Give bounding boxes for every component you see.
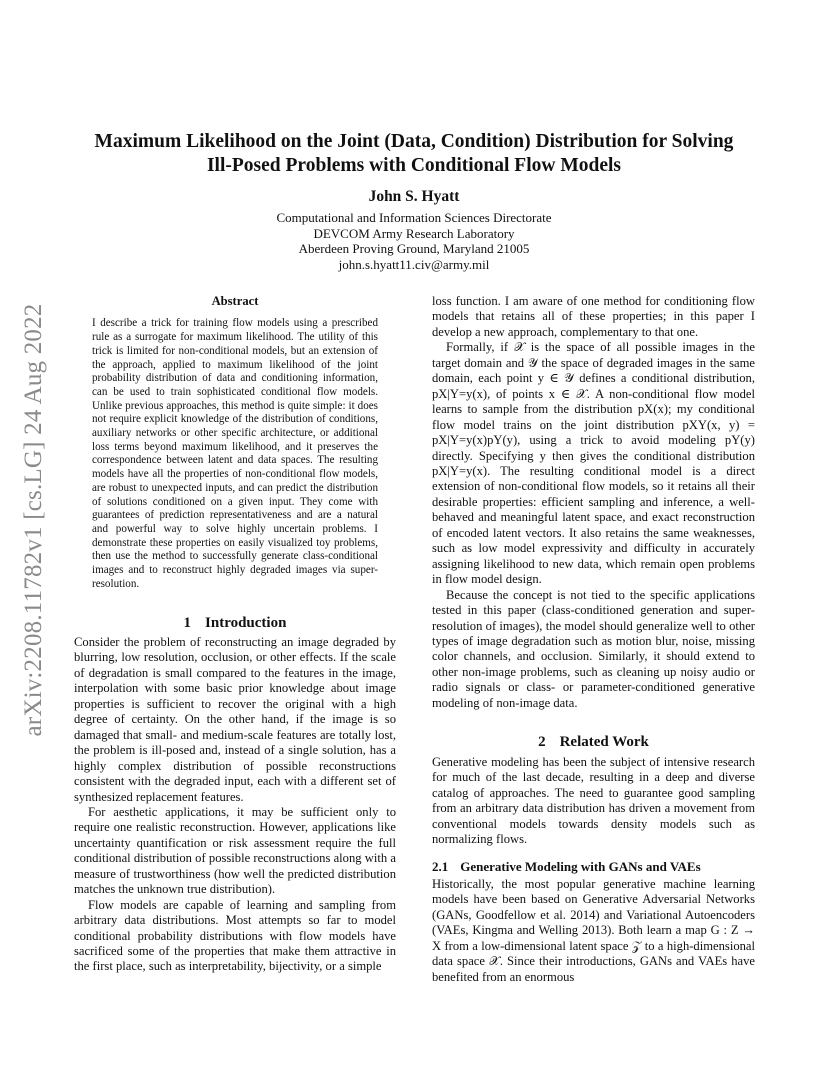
intro-paragraph-5: Because the concept is not tied to the specific applications tested in this paper (class-conditioned generation and super-resolution of images), the model should generalize well to other types of image degradation such as motion blur, noise, missing color channels, and occlusion. Similarly, it should extend to other non-image problems, such as cleaning up noisy audio or radio signals or class- or parameter-conditioned generative modeling of non-image data. [432,587,755,710]
affiliation-block [80,210,748,272]
left-column [74,294,396,975]
intro-paragraph-2: For aesthetic applications, it may be sufficient only to require one realistic reconstruction. However, applications like uncertainty quantification or risk assessment require the full conditional distribution of possible reconstructions along with a measure of trustworthiness (how well the predicted distribution matches the unknown true distribution). [74,804,396,897]
abstract-text: I describe a trick for training flow models using a prescribed rule as a surrogate for maximum likelihood. The utility of this trick is limited for non-conditional models, but an extension of the approach, applied to maximum likelihood of the joint probability distribution of data and conditioning information, can be used to train sophisticated conditional flow models. Unlike previous approaches, this method is quite simple: it does not require explicit knowledge of the distribution of conditions, auxiliary networks or other specific architecture, or additional loss terms beyond maximum likelihood, and it preserves the correspondence between latent and data spaces. The resulting models have all the properties of non-conditional flow models, are robust to unexpected inputs, and can predict the distribution of solutions conditioned on a given input. They come with guarantees of prediction representativeness and are a natural and powerful way to solve highly uncertain problems. I demonstrate these properties on easily visualized toy problems, then use the method to successfully generate class-conditional images and to reconstruct highly degraded images via super-resolution. [92,317,378,590]
right-column [432,294,755,985]
section-number: 1 [183,614,192,631]
subsection-title: Generative Modeling with GANs and VAEs [460,859,701,875]
gans-vaes-paragraph-1: Historically, the most popular generative machine learning models have been based on Generative Adversarial Networks (GANs, Goodfellow et al. 2014) and Variational Autoencoders (VAEs, Kingma and Welling 2013). Both learn a map G : Z → X from a low-dimensional latent space 𝒵 to a high-dimensional data space 𝒳. Since their introductions, GANs and VAEs have benefited from an enormous [432,876,755,984]
section-heading-introduction [74,616,396,631]
affiliation-lab: DEVCOM Army Research Laboratory [313,225,515,241]
arxiv-identifier-text: arXiv:2208.11782v1 [cs.LG] 24 Aug 2022 [20,303,47,737]
title-line-1: Maximum Likelihood on the Joint (Data, Condition) Distribution for Solving [94,131,734,152]
section-number: 2 [538,734,546,751]
title-line-2: Ill-Posed Problems with Conditional Flow Models [206,155,622,176]
affiliation-directorate: Computational and Information Sciences Directorate [276,210,552,225]
arxiv-identifier [0,285,70,755]
section-heading-related-work [432,735,755,750]
subsection-heading-gans-vaes [432,859,755,874]
related-work-paragraph-1: Generative modeling has been the subject of intensive research for much of the last decade, resulting in a deep and diverse catalog of approaches. The need to guarantee good sampling from an arbitrary data distribution has driven a movement from conventional models towards density models such as normalizing flows. [432,754,755,846]
affiliation-location: Aberdeen Proving Ground, Maryland 21005 [298,241,530,256]
intro-paragraph-3-continued: loss function. I am aware of one method for conditioning flow models that retains all of these properties; in this paper I develop a new approach, complementary to that one. [432,294,755,339]
section-title: Related Work [559,734,649,751]
intro-paragraph-3: Flow models are capable of learning and sampling from arbitrary data distributions. Most attempts so far to model conditional probability distributions with flow models have sacrificed some of the properties that make them attractive in the first place, such as interpretability, bijectivity, or a simple [74,897,396,974]
intro-paragraph-4: Formally, if 𝒳 is the space of all possible images in the target domain and 𝒴 the space of degraded images in the same domain, each point y ∈ 𝒴 defines a conditional distribution, pX|Y=y(x), of points x ∈ 𝒳. A non-conditional flow model learns to sample from the distribution pX(x); my conditional flow model trains on the joint distribution pXY(x, y) = pX|Y=y(x)pY(y), using a trick to avoid modeling pY(y) directly. Specifying y then gives the conditional distribution pX|Y=y(x). The resulting conditional model is a direct extension of non-conditional flow models, so it retains all their desirable properties: efficient sampling and inference, a well-behaved and meaningful latent space, and exact reconstruction of encoded latent vectors. It also retains the same weaknesses, such as low model expressivity and difficulty in accurately assigning likelihood to new data, which remain open problems in flow model design. [432,340,755,587]
section-title: Introduction [205,614,287,631]
author-email: john.s.hyatt11.civ@army.mil [338,256,490,272]
author-name: John S. Hyatt [368,188,460,205]
intro-paragraph-1: Consider the problem of reconstructing an image degraded by blurring, low resolution, occlusion, or other effects. If the scale of degradation is small compared to the features in the image, interpolation with some basic prior knowledge about image properties is sufficient to recover the original with a high degree of certainty. On the other hand, if the image is so damaged that small- and medium-scale features are totally lost, the problem is ill-posed and, instead of a single solution, has a highly complex distribution of possible reconstructions consistent with the degraded input, each with a different set of synthesized replacement features. [74,634,396,804]
subsection-number: 2.1 [432,859,449,875]
abstract-heading: Abstract [211,294,259,308]
paper-title [80,130,748,178]
